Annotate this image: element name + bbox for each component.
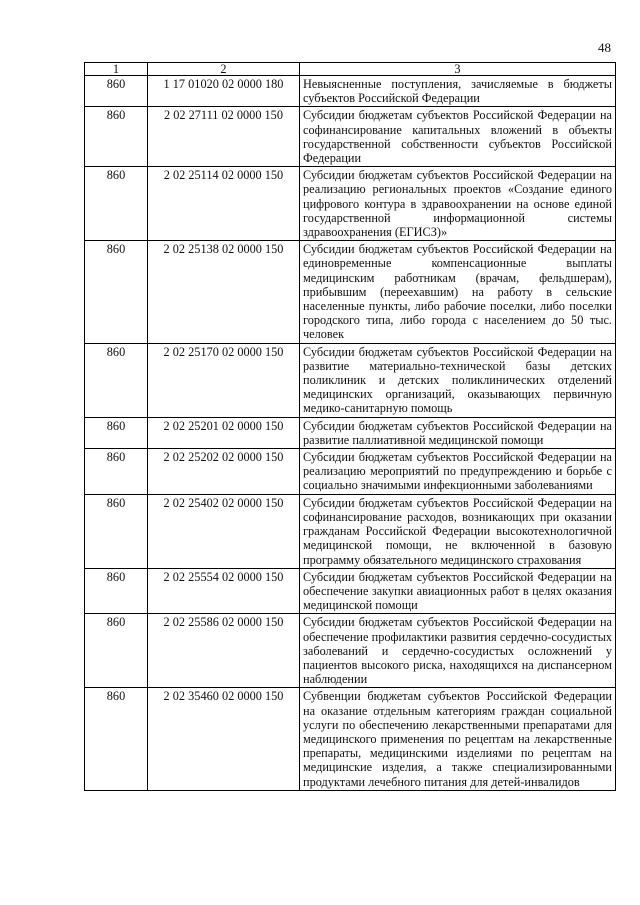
revenue-code-cell: 2 02 25114 02 0000 150: [148, 167, 300, 241]
table-row: [85, 241, 616, 343]
header-col-3: 3: [300, 63, 616, 76]
description-cell: Субсидии бюджетам субъектов Российской Федерации на реализацию региональных проектов «Создание единого цифрового контура в здравоохранении на основе единой государственной информационной системы здравоохранения (ЕГИСЗ)»: [300, 167, 616, 241]
table-row: [85, 417, 616, 448]
description-cell: Субсидии бюджетам субъектов Российской Федерации на развитие паллиативной медицинской помощи: [300, 417, 616, 448]
table-row: [85, 76, 616, 107]
revenue-code-cell: 2 02 25402 02 0000 150: [148, 494, 300, 568]
admin-code-cell: 860: [85, 449, 148, 495]
table-row: [85, 688, 616, 790]
table-row: [85, 568, 616, 614]
revenue-code-cell: 2 02 27111 02 0000 150: [148, 107, 300, 167]
description-cell: Субсидии бюджетам субъектов Российской Федерации на реализацию мероприятий по предупреждению и борьбе с социально значимыми инфекционными заболеваниями: [300, 449, 616, 495]
revenue-code-cell: 2 02 25201 02 0000 150: [148, 417, 300, 448]
admin-code-cell: 860: [85, 76, 148, 107]
description-cell: Субсидии бюджетам субъектов Российской Федерации на софинансирование расходов, возникающих при оказании гражданам Российской Федерации высокотехнологичной медицинской помощи, не включенной в базовую программу обязательного медицинского страхования: [300, 494, 616, 568]
admin-code-cell: 860: [85, 241, 148, 343]
revenue-code-cell: 1 17 01020 02 0000 180: [148, 76, 300, 107]
revenue-code-cell: 2 02 25138 02 0000 150: [148, 241, 300, 343]
admin-code-cell: 860: [85, 107, 148, 167]
table-row: [85, 343, 616, 417]
admin-code-cell: 860: [85, 494, 148, 568]
table-row: [85, 167, 616, 241]
admin-code-cell: 860: [85, 167, 148, 241]
admin-code-cell: 860: [85, 343, 148, 417]
table-body: [85, 76, 616, 791]
admin-code-cell: 860: [85, 417, 148, 448]
header-row: [85, 63, 616, 76]
revenue-code-cell: 2 02 25586 02 0000 150: [148, 614, 300, 688]
admin-code-cell: 860: [85, 688, 148, 790]
revenue-code-cell: 2 02 25554 02 0000 150: [148, 568, 300, 614]
description-cell: Субвенции бюджетам субъектов Российской Федерации на оказание отдельным категориям граждан социальной услуги по обеспечению лекарственными препаратами для медицинского применения по рецептам на лекарственные препараты, медицинскими изделиями по рецептам на медицинские изделия, а также специализированными продуктами лечебного питания для детей-инвалидов: [300, 688, 616, 790]
budget-codes-table: [84, 62, 616, 791]
description-cell: Субсидии бюджетам субъектов Российской Федерации на обеспечение закупки авиационных работ в целях оказания медицинской помощи: [300, 568, 616, 614]
description-cell: Субсидии бюджетам субъектов Российской Федерации на софинансирование капитальных вложений в объекты государственной собственности субъектов Российской Федерации: [300, 107, 616, 167]
description-cell: Субсидии бюджетам субъектов Российской Федерации на единовременные компенсационные выплаты медицинским работникам (врачам, фельдшерам), прибывшим (переехавшим) на работу в сельские населенные пункты, либо рабочие поселки, либо поселки городского типа, либо города с населением до 50 тыс. человек: [300, 241, 616, 343]
table-row: [85, 107, 616, 167]
page-number: 48: [598, 40, 611, 55]
admin-code-cell: 860: [85, 614, 148, 688]
description-cell: Невыясненные поступления, зачисляемые в бюджеты субъектов Российской Федерации: [300, 76, 616, 107]
table-row: [85, 614, 616, 688]
revenue-code-cell: 2 02 25170 02 0000 150: [148, 343, 300, 417]
header-col-2: 2: [148, 63, 300, 76]
description-cell: Субсидии бюджетам субъектов Российской Федерации на обеспечение профилактики развития сердечно-сосудистых заболеваний и сердечно-сосудистых осложнений у пациентов высокого риска, находящихся на диспансерном наблюдении: [300, 614, 616, 688]
table-row: [85, 449, 616, 495]
admin-code-cell: 860: [85, 568, 148, 614]
revenue-code-cell: 2 02 35460 02 0000 150: [148, 688, 300, 790]
table-row: [85, 494, 616, 568]
description-cell: Субсидии бюджетам субъектов Российской Федерации на развитие материально-технической базы детских поликлиник и детских поликлинических отделений медицинских организаций, оказывающих первичную медико-санитарную помощь: [300, 343, 616, 417]
table-header: [85, 63, 616, 76]
header-col-1: 1: [85, 63, 148, 76]
revenue-code-cell: 2 02 25202 02 0000 150: [148, 449, 300, 495]
